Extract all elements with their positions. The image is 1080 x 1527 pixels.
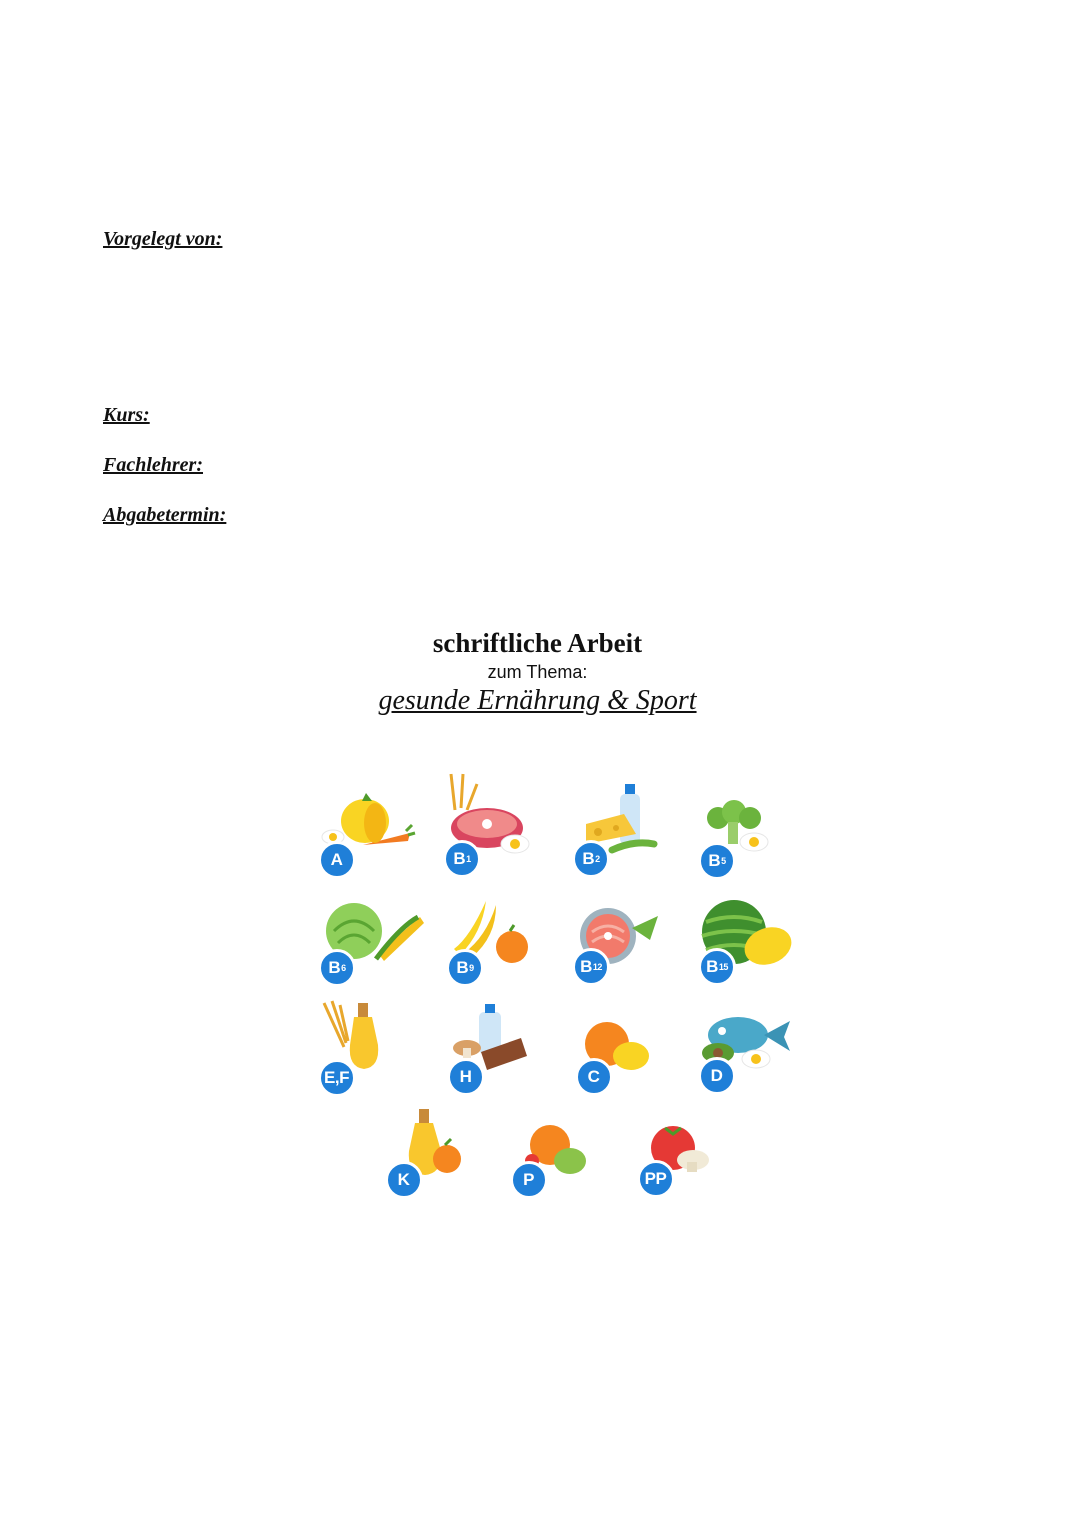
badge-letter: B — [706, 957, 718, 976]
badge-letter: B — [456, 958, 469, 977]
vitamin-badge — [572, 948, 610, 986]
badge-letter: B — [328, 958, 341, 977]
badge-subscript: 2 — [595, 854, 600, 864]
vitamin-badge — [510, 1161, 548, 1199]
document-subtitle: zum Thema: — [487, 662, 588, 682]
document-title: schriftliche Arbeit — [432, 628, 643, 658]
vitamin-badge — [637, 1160, 675, 1198]
vitamin-b9-item — [446, 897, 538, 987]
submitted-by-label: Vorgelegt von: — [103, 228, 223, 250]
badge-subscript: 9 — [469, 963, 474, 973]
course-label: Kurs: — [103, 404, 150, 426]
vitamin-badge — [575, 1058, 613, 1096]
vitamin-b6-item — [318, 903, 428, 987]
vitamin-badge — [698, 842, 736, 880]
vitamin-ef-item — [318, 997, 398, 1097]
vitamin-b5-item — [698, 800, 778, 880]
document-topic: gesunde Ernährung & Sport — [378, 685, 697, 716]
title-block — [0, 628, 1075, 717]
vitamin-b15-item — [698, 902, 798, 986]
vitamin-a-item — [318, 793, 418, 879]
badge-letter: H — [459, 1067, 472, 1086]
badge-letter: B — [582, 849, 595, 868]
badge-letter: B — [453, 849, 466, 868]
badge-letter: C — [587, 1067, 600, 1086]
vitamin-b12-item — [572, 906, 664, 986]
badge-subscript: 6 — [341, 963, 346, 973]
vitamin-badge — [318, 1059, 356, 1097]
vitamin-badge — [698, 1057, 736, 1095]
vitamin-h-item — [447, 1002, 531, 1096]
badge-letter: E,F — [324, 1068, 349, 1087]
badge-subscript: 1 — [466, 854, 471, 864]
vitamin-badge — [318, 949, 356, 987]
vitamin-b1-item — [443, 770, 543, 878]
vitamin-badge — [572, 840, 610, 878]
teacher-label: Fachlehrer: — [103, 454, 203, 476]
vitamin-badge — [318, 841, 356, 879]
badge-letter: PP — [644, 1169, 667, 1188]
badge-letter: A — [330, 850, 343, 869]
badge-letter: P — [523, 1170, 534, 1189]
vitamin-badge — [443, 840, 481, 878]
badge-subscript: 5 — [721, 856, 726, 866]
badge-letter: B — [708, 851, 721, 870]
badge-letter: B — [580, 957, 592, 976]
badge-letter: D — [710, 1066, 723, 1085]
badge-subscript: 12 — [592, 962, 602, 972]
due-date-label: Abgabetermin: — [103, 504, 227, 526]
vitamin-badge — [385, 1161, 423, 1199]
badge-subscript: 15 — [718, 962, 728, 972]
vitamin-badge — [447, 1058, 485, 1096]
vitamin-badge — [446, 949, 484, 987]
vitamin-b2-item — [572, 780, 672, 878]
vitamin-pp-item — [637, 1126, 721, 1198]
vitamin-k-item — [385, 1107, 469, 1199]
vitamin-d-item — [698, 1013, 798, 1095]
vitamin-badge — [698, 948, 736, 986]
vitamin-p-item — [510, 1125, 594, 1199]
vitamin-c-item — [575, 1022, 655, 1096]
badge-letter: K — [397, 1170, 410, 1189]
